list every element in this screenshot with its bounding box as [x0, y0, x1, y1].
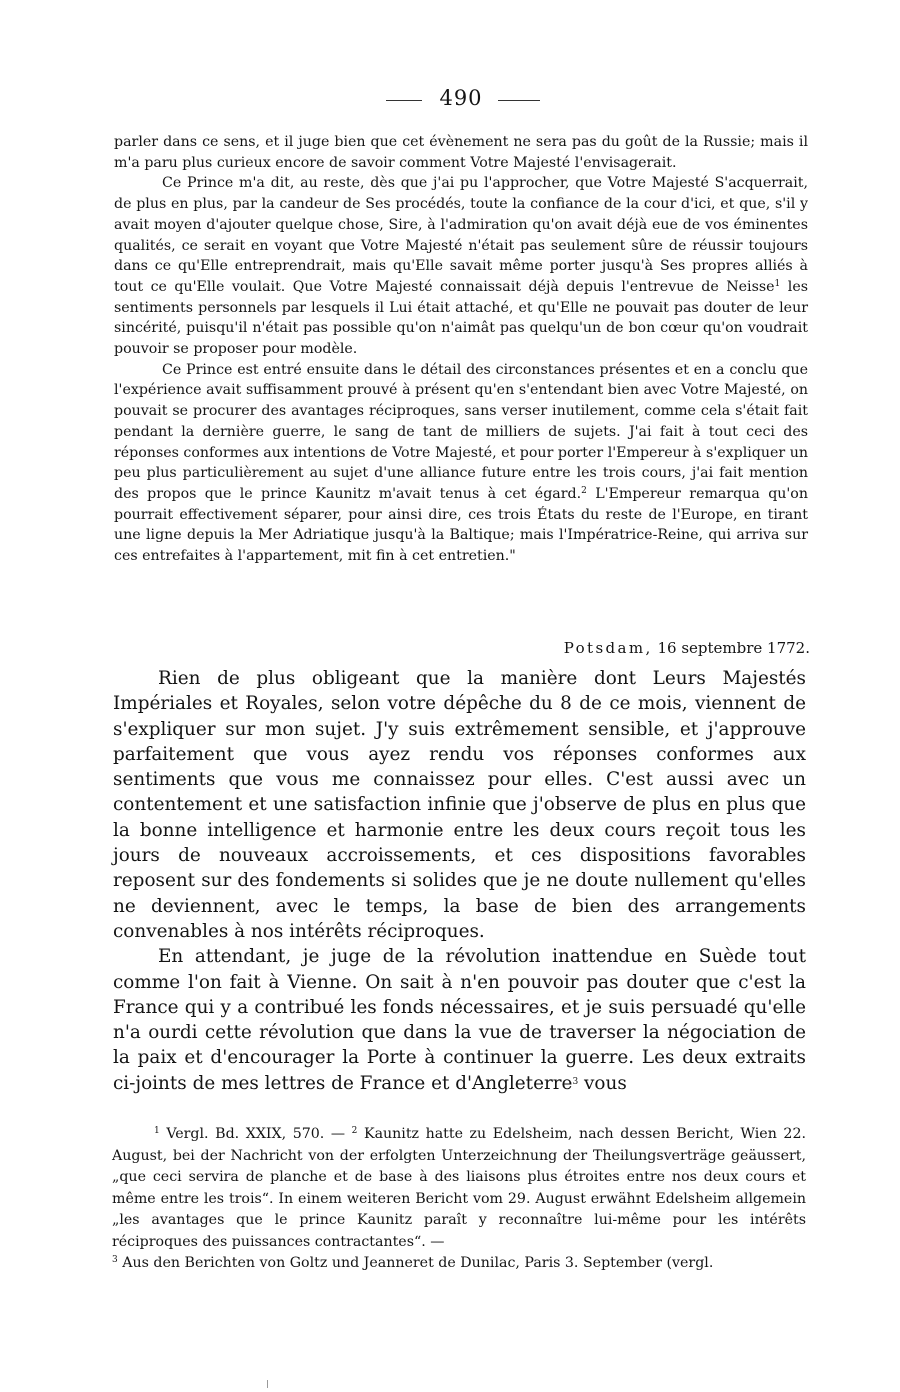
page-number: 490 — [439, 86, 483, 110]
dateline-date: 16 septembre 1772. — [657, 639, 810, 657]
excerpt-paragraph: parler dans ce sens, et il juge bien que cet évènement ne sera pas du goût de la Russie; mais il m'a paru plus curieux encore de savoir comment Votre Majesté l'envisagerait. — [114, 134, 808, 171]
main-paragraph: Rien de plus obligeant que la manière dont Leurs Majestés Impériales et Royales, selon votre dépêche du 8 de ce mois, viennent de s'expliquer sur mon sujet. J'y suis extrêmement sensible, et j'approuve parfaitement que vous ayez rendu vos réponses conformes aux sentiments que vous me connaissez pour elles. C'est aussi avec un contentement et une satisfaction infinie que j'observe de plus en plus que la bonne intelligence et harmonie entre les deux cours reçoit tous les jours de nouveaux accroissements, et ces dispositions favorables reposent sur des fondements si solides que je ne doute nullement qu'elles ne deviennent, avec le temps, la base de bien des arrangements convenables à nos intérêts réciproques. — [113, 668, 806, 942]
footnote-text: Vergl. Bd. XXIX, 570. — — [166, 1126, 346, 1142]
scan-artifact — [267, 1380, 268, 1388]
page-header — [0, 86, 900, 116]
main-paragraph — [113, 944, 806, 1096]
excerpt-text: L'Empereur remarqua qu'on pourrait effectivement séparer, pour ainsi dire, ces trois États du reste de l'Europe, en tirant une ligne depuis la Mer Adriatique jusqu'à la Baltique; mais l'Impératrice-Reine, qui arriva sur ces entrefaites à l'appartement, mit fin à cet entretien." — [114, 485, 808, 565]
footnote-text: Kaunitz hatte zu Edelsheim, nach dessen Bericht, Wien 22. August, bei der Nachricht von der erfolgten Unterzeichnung der Theilungsverträge geäussert, „que ceci servira de planche et de base à des liaisons plus étroites entre nos deux cours et même entre les trois“. In einem weiteren Bericht vom 29. August erwähnt Edelsheim allgemein „les avantages que le prince Kaunitz paraît y reconnaître lui-même pour les intérêts réciproques des puissances contractantes“. — — [112, 1126, 806, 1250]
footnote-text: Aus den Berichten von Goltz und Jeanneret de Dunilac, Paris 3. September (vergl. — [122, 1255, 714, 1271]
footnote-mark: 3 — [112, 1255, 118, 1265]
footnote-paragraph — [112, 1253, 806, 1275]
footnotes — [112, 1124, 806, 1275]
dateline-place: Potsdam, — [563, 639, 653, 657]
dateline — [520, 636, 810, 660]
excerpt-text: Ce Prince est entré ensuite dans le détail des circonstances présentes et en a conclu que l'expérience avait suffisamment prouvé à présent qu'en s'entendant bien avec Votre Majesté, on pouvait se procurer des avantages réciproques, sans verser inutilement, comme cela s'était fait pendant la dernière guerre, le sang de tant de milliers de sujets. J'ai fait à tout ceci des réponses conformes aux intentions de Votre Majesté, et pour porter l'Empereur à s'expliquer un peu plus particulièrement au sujet d'une alliance future entre les trois cours, j'ai fait mention des propos que le prince Kaunitz m'avait tenus à cet égard. — [114, 361, 808, 502]
letter-excerpt — [114, 132, 808, 567]
footnote-mark: 1 — [154, 1126, 160, 1136]
footnote-mark: 2 — [351, 1126, 358, 1136]
excerpt-text: Ce Prince m'a dit, au reste, dès que j'ai pu l'approcher, que Votre Majesté S'acquerrait, de plus en plus, par la candeur de Ses procédés, toute la confiance de la cour d'ici, et que, s'il y avait moyen d'ajouter quelque chose, Sire, à l'admiration qu'on avait déjà eue de vos éminentes qualités, ce serait en voyant que Votre Majesté n'était pas seulement sûre de réussir toujours dans ce qu'Elle entreprendrait, mais qu'Elle savait même porter jusqu'à Ses propres alliés à tout ce qu'Elle voulait. Que Votre Majesté connaissait déjà depuis l'entrevue de Neisse — [114, 175, 808, 295]
header-rule-left — [386, 100, 422, 101]
main-text-run: vous — [584, 1072, 627, 1094]
note-reference: 1 — [774, 278, 781, 289]
note-reference: 3 — [572, 1076, 579, 1087]
excerpt-text: les sentiments personnels par lesquels il Lui était attaché, et qu'Elle ne pouvait pas douter de leur sincérité, puisqu'il n'était pas possible qu'on n'aimât pas quelqu'un de bon cœur qu'on voudrait pouvoir se proposer pour modèle. — [114, 278, 808, 358]
excerpt-paragraph — [114, 173, 808, 359]
excerpt-paragraph — [114, 360, 808, 567]
main-text — [113, 666, 806, 1096]
header-rule-right — [498, 100, 540, 101]
note-reference: 2 — [581, 485, 587, 496]
main-text-run: En attendant, je juge de la révolution inattendue en Suède tout comme l'on fait à Vienne. On sait à n'en pouvoir pas douter que c'est la France qui y a contribué les fonds nécessaires, et je suis persuadé qu'elle n'a ourdi cette révolution que dans la vue de traverser la négociation de la paix et d'encourager la Porte à continuer la guerre. Les deux extraits ci-joints de mes lettres de France et d'Angleterre — [113, 946, 806, 1094]
footnote-paragraph — [112, 1124, 806, 1253]
